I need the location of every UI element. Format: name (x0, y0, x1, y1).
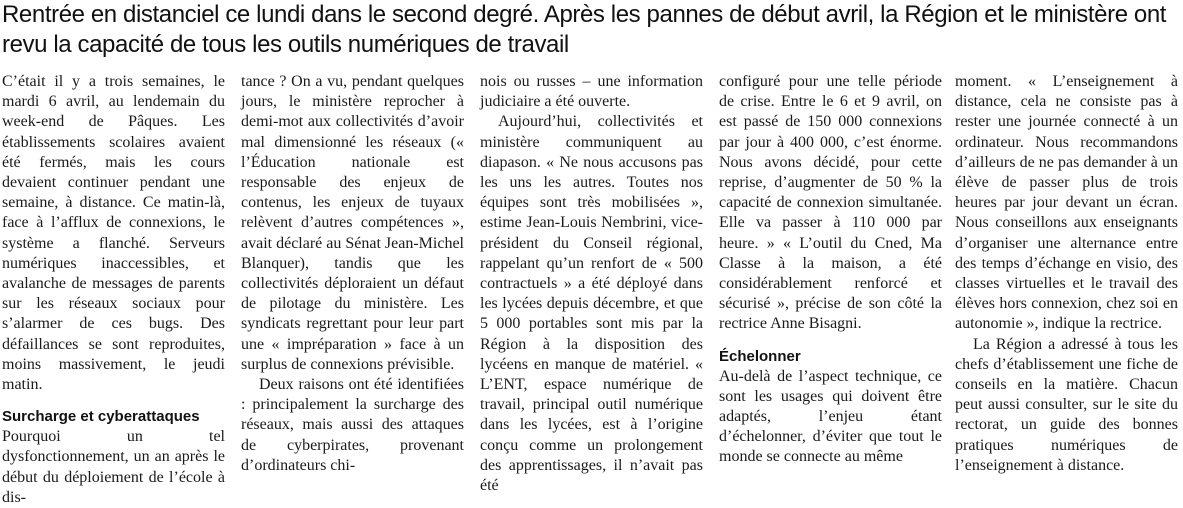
paragraph: C’était il y a trois semaines, le mardi 6 avril, au lendemain du week-end de Pâques. Les établissements scolaires avaient été fermés, mais les cours devaient continuer pendant une semaine, à distance. Ce matin-là, face à l’afflux de connexions, le système a flanché. Serveurs numériques inaccessibles, et avalanche de messages de parents sur les réseaux sociaux pour s’alarmer de ces bugs. Des défaillances se sont reproduites, moins massivement, le jeudi matin. (2, 73, 225, 394)
headline: Rentrée en distanciel ce lundi dans le second degré. Après les pannes de début avril, la Région et le ministère ont revu la capacité de tous les outils numériques de travail (2, 1, 1167, 58)
paragraph: Aujourd’hui, collectivités et ministère communiquent au diapason. « Ne nous accusons pas les uns les autres. Toutes nos équipes sont très mobilisées », estime Jean-Louis Nembrini, vice-président du Conseil régional, rappelant qu’un renfort de « 500 contractuels » a été déployé dans les lycées depuis décembre, et que 5 000 portables sont mis par la Région à la disposition des lycéens en manque de matériel. « L’ENT, espace numérique de travail, principal outil numérique dans les lycées, est à l’origine conçu comme un prolongement des apprentissages, il n’avait pas été (480, 113, 703, 495)
paragraph: Deux raisons ont été identifiées : principalement la surcharge des réseaux, mais aussi des attaques de cyberpirates, provenant d’ordinateurs chi- (241, 376, 464, 474)
paragraph: La Région a adressé à tous les chefs d’établissement une fiche de conseils en la matière. Chacun peut aussi consulter, sur le site du rectorat, un guide des bonnes pratiques numériques de l’enseignement à distance. (955, 335, 1178, 474)
column-1 (2, 72, 225, 508)
paragraph: configuré pour une telle période de crise. Entre le 6 et 9 avril, on est passé de 150 000 connexions par jour à 400 000, c’est énorme. Nous avons décidé, pour cette reprise, d’augmenter de 50 % la capacité de connexion simultanée. Elle va passer à 110 000 par heure. » « L’outil du Cned, Ma Classe à la maison, a été considérablement renforcé et sécurisé », précise de son côté la rectrice Anne Bisagni. (719, 73, 942, 333)
column-4 (719, 72, 942, 468)
paragraph: tance ? On a vu, pendant quelques jours, le ministère reprocher à demi-mot aux collectivités d’avoir mal dimensionné les réseaux (« l’Éducation nationale est responsable des enjeux de contenus, les enjeux de tuyaux relèvent d’autres compétences », avait déclaré au Sénat Jean-Michel Blanquer), tandis que les collectivités déploraient un défaut de pilotage du ministère. Les syndicats regrettant pour leur part une « impréparation » face à un surplus de connexions prévisible. (241, 73, 464, 373)
paragraph: Au-delà de l’aspect technique, ce sont les usages qui doivent être adaptés, l’enjeu étant d’échelonner, d’éviter que tout le monde se connecte au même (719, 367, 942, 466)
column-2 (241, 72, 464, 476)
section-heading: Échelonner (719, 347, 801, 365)
column-5 (955, 72, 1178, 476)
column-3 (480, 72, 703, 496)
paragraph: moment. « L’enseignement à distance, cela ne consiste pas à rester une journée connecté à un ordinateur. Nous recommandons d’ailleurs de ne pas demander à un élève de passer plus de trois heures par jour devant un écran. Nous conseillons aux enseignants d’organiser une alternance entre des temps d’échange en visio, des classes virtuelles et le travail des élèves hors connexion, chez soi en autonomie », indique la rectrice. (955, 73, 1178, 333)
section-heading: Surcharge et cyberattaques (2, 408, 200, 426)
paragraph: nois ou russes – une information judiciaire a été ouverte. (480, 73, 703, 111)
paragraph: Pourquoi un tel dysfonctionnement, un an après le début du déploiement de l’école à dis- (2, 428, 225, 506)
